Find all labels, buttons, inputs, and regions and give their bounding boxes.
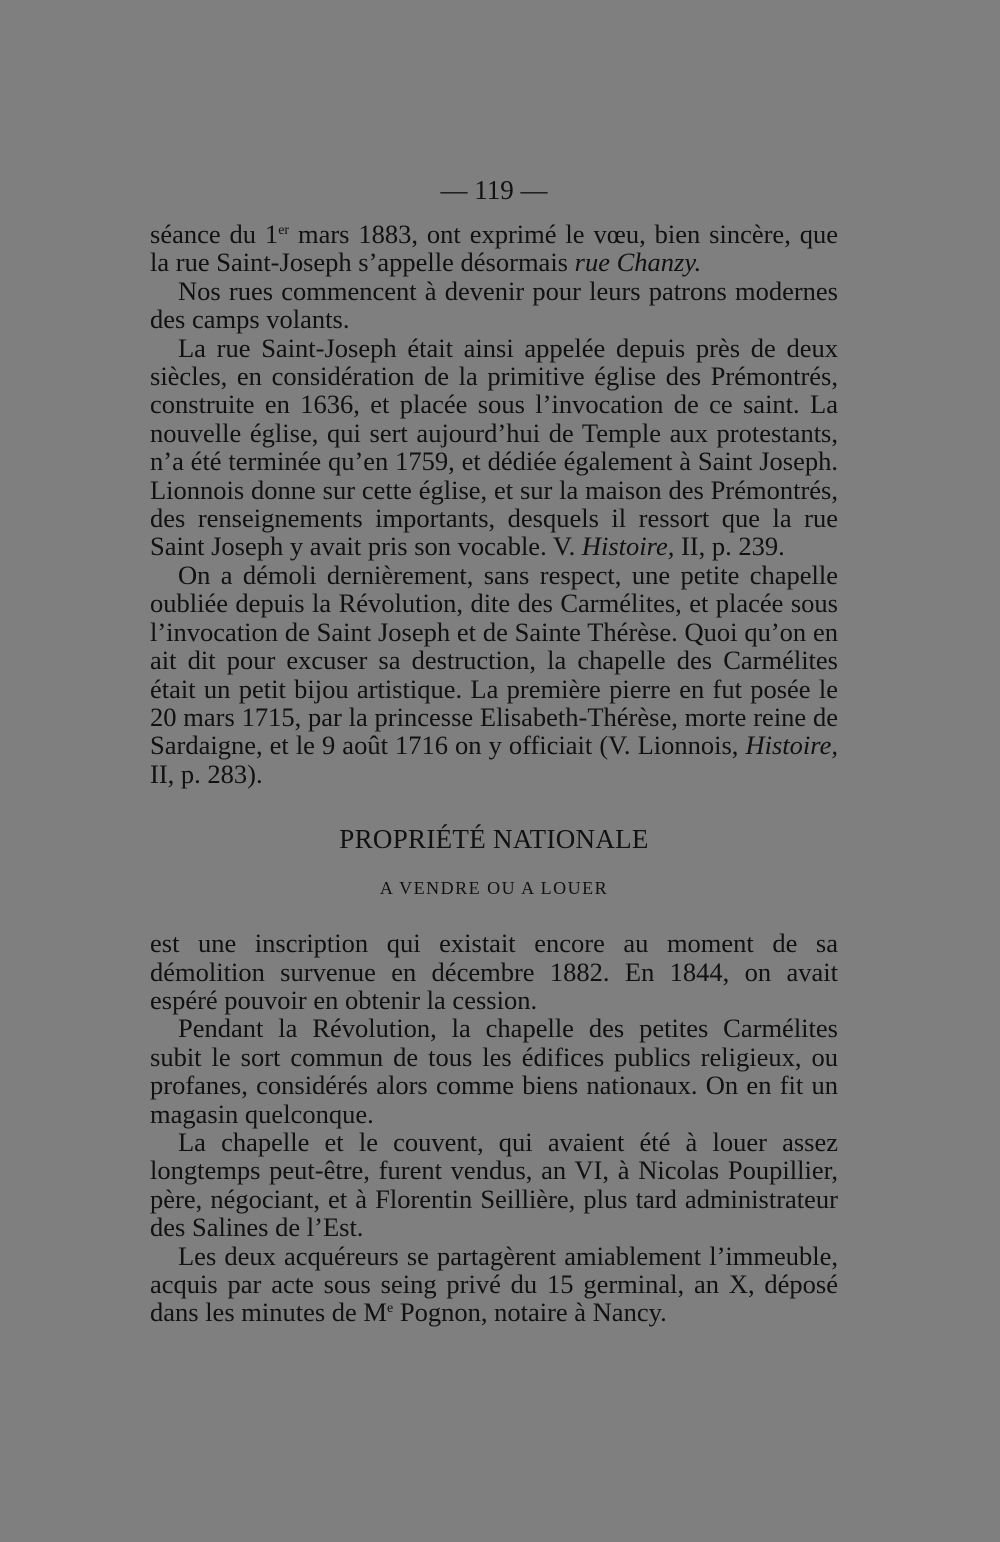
italic-text: Histoire, bbox=[581, 531, 675, 562]
text-run: Pognon, notaire à Nancy. bbox=[393, 1297, 667, 1328]
paragraph bbox=[150, 277, 838, 334]
italic-text: rue Chanzy. bbox=[574, 247, 702, 278]
paragraph bbox=[150, 1242, 838, 1327]
text-run: est une inscription qui existait encore au moment de sa démolition survenue en décembre 1882. En 1844, on avait espéré pouvoir en obtenir la cession. bbox=[150, 928, 838, 1015]
text-run: La rue Saint-Joseph était ainsi appelée depuis près de deux siècles, en considération de la primitive église des Prémontrés, construite en 1636, et placée sous l’invocation de ce saint. La nouvelle église, qui sert aujourd’hui de Temple aux protestants, n’a été terminée qu’en 1759, et dédiée également à Saint Joseph. Lionnois donne sur cette église, et sur la maison des Prémontrés, des renseignements importants, desquels il ressort que la rue Saint Joseph y avait pris son vocable. V. bbox=[150, 332, 838, 562]
paragraph bbox=[150, 561, 838, 788]
italic-text: Histoire, bbox=[745, 730, 838, 761]
page-number: — 119 — bbox=[440, 175, 548, 205]
text-run: II, p. 239. bbox=[674, 531, 785, 562]
text-run: Les deux acquéreurs se partagèrent amiablement l’immeuble, acquis par acte sous seing privé du 15 germinal, an X, déposé dans les minutes de M bbox=[150, 1240, 838, 1328]
section-title: PROPRIÉTÉ NATIONALE bbox=[339, 824, 649, 855]
book-page bbox=[150, 170, 838, 1327]
text-run: La chapelle et le couvent, qui avaient été à louer assez longtemps peut-être, furent vendus, an VI, à Nicolas Poupillier, père, négociant, et à Florentin Seillière, plus tard administrateur des Salines de l’Est. bbox=[150, 1126, 838, 1243]
text-run: Pendant la Révolution, la chapelle des petites Carmélites subit le sort commun de tous les édifices publics religieux, ou profanes, considérés alors comme biens nationaux. On en fit un magasin quelconque. bbox=[150, 1013, 838, 1129]
superscript-text: e bbox=[387, 1301, 394, 1317]
section-subtitle: A VENDRE OU A LOUER bbox=[379, 878, 609, 899]
body-text-top bbox=[150, 220, 838, 788]
paragraph bbox=[150, 929, 838, 1014]
text-run: II, p. 283). bbox=[150, 758, 263, 789]
superscript-text: er bbox=[278, 223, 290, 238]
body-text-bottom bbox=[150, 929, 838, 1327]
text-run: séance du 1 bbox=[150, 219, 279, 249]
text-run: On a démoli dernièrement, sans respect, une petite chapelle oubliée depuis la Révolution, dite des Carmélites, et placée sous l’invocation de Saint Joseph et de Sainte Thérèse. Quoi qu’on en ait dit pour excuser sa destruction, la chapelle des Carmélites était un petit bijou artistique. La première pierre en fut posée le 20 mars 1715, par la princesse Elisabeth-Thérèse, morte reine de Sardaigne, et le 9 août 1716 on y officiait (V. Lionnois, bbox=[150, 559, 838, 761]
paragraph bbox=[150, 1014, 838, 1128]
paragraph bbox=[150, 220, 838, 277]
text-run: Nos rues commencent à devenir pour leurs patrons modernes des camps volants. bbox=[150, 275, 838, 335]
text-run: mars 1883, ont exprimé le vœu, bien sincère, que la rue Saint-Joseph s’appelle désormais bbox=[150, 219, 838, 278]
paragraph bbox=[150, 1128, 838, 1242]
paragraph bbox=[150, 334, 838, 561]
